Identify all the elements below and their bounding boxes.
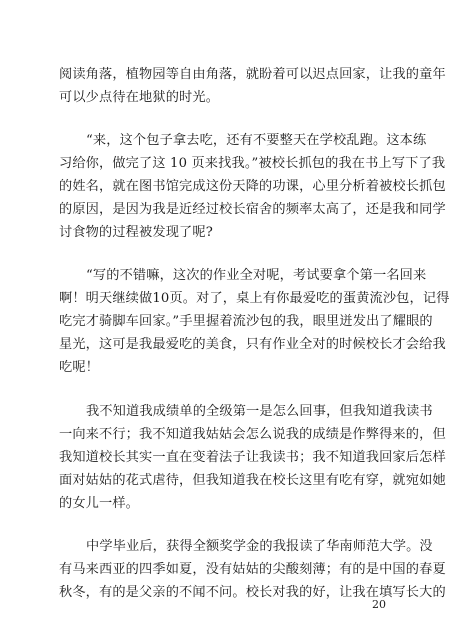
- paragraph-5-line-3: 秋冬，有的是父亲的不闻不问。校长对我的好，让我在填写长大的: [59, 585, 446, 600]
- paragraph-3-line-1: “写的不错嘛，这次的作业全对呢，考试要拿个第一名回来: [86, 268, 427, 283]
- paragraph-5-line-2: 有马来西亚的四季如夏，没有姑姑的尖酸刻薄；有的是中国的春夏: [59, 562, 446, 577]
- paragraph-1-line-2: 可以少点待在地狱的时光。: [59, 90, 220, 105]
- paragraph-5-line-1: 中学毕业后，获得全额奖学金的我报读了华南师范大学。没: [86, 539, 433, 554]
- paragraph-4-line-1: 我不知道我成绩单的全级第一是怎么回事，但我知道我读书: [86, 404, 433, 419]
- paragraph-4-line-4: 面对姑姑的花式虐待，但我知道我在校长这里有吃有穿，就宛如她: [59, 473, 446, 488]
- paragraph-2-line-5: 讨食物的过程被发现了呢?: [59, 225, 213, 240]
- paragraph-3-line-2: 啊！明天继续做10页。对了，桌上有你最爱吃的蛋黄流沙包，记得: [59, 291, 450, 306]
- paragraph-4-line-3: 我知道校长其实一直在变着法子让我读书；我不知道我回家后怎样: [59, 450, 446, 465]
- paragraph-3-line-4: 星光，这可是我最爱吃的美食，只有作业全对的时候校长才会给我: [59, 337, 446, 352]
- paragraph-4-line-5: 的女儿一样。: [59, 496, 140, 511]
- paragraph-2-line-2: 习给你，做完了这 10 页来找我。”被校长抓包的我在书上写下了我: [59, 156, 446, 171]
- paragraph-2-line-3: 的姓名，就在图书馆完成这份天降的功课，心里分析着被校长抓包: [59, 179, 446, 194]
- paragraph-2-line-1: “来，这个包子拿去吃，还有不要整天在学校乱跑。这本练: [86, 133, 427, 148]
- paragraph-2-line-4: 的原因，是因为我是近经过校长宿舍的频率太高了，还是我和同学: [59, 202, 446, 217]
- paragraph-1-line-1: 阅读角落，植物园等自由角落，就盼着可以迟点回家，让我的童年: [59, 67, 446, 82]
- page-number: 20: [372, 598, 386, 611]
- paragraph-4-line-2: 一向来不行；我不知道我姑姑会怎么说我的成绩是作弊得来的，但: [59, 427, 446, 442]
- paragraph-3-line-5: 吃呢！: [59, 360, 100, 375]
- paragraph-3-line-3: 吃完才骑脚车回家。”手里握着流沙包的我，眼里迸发出了耀眼的: [59, 314, 433, 329]
